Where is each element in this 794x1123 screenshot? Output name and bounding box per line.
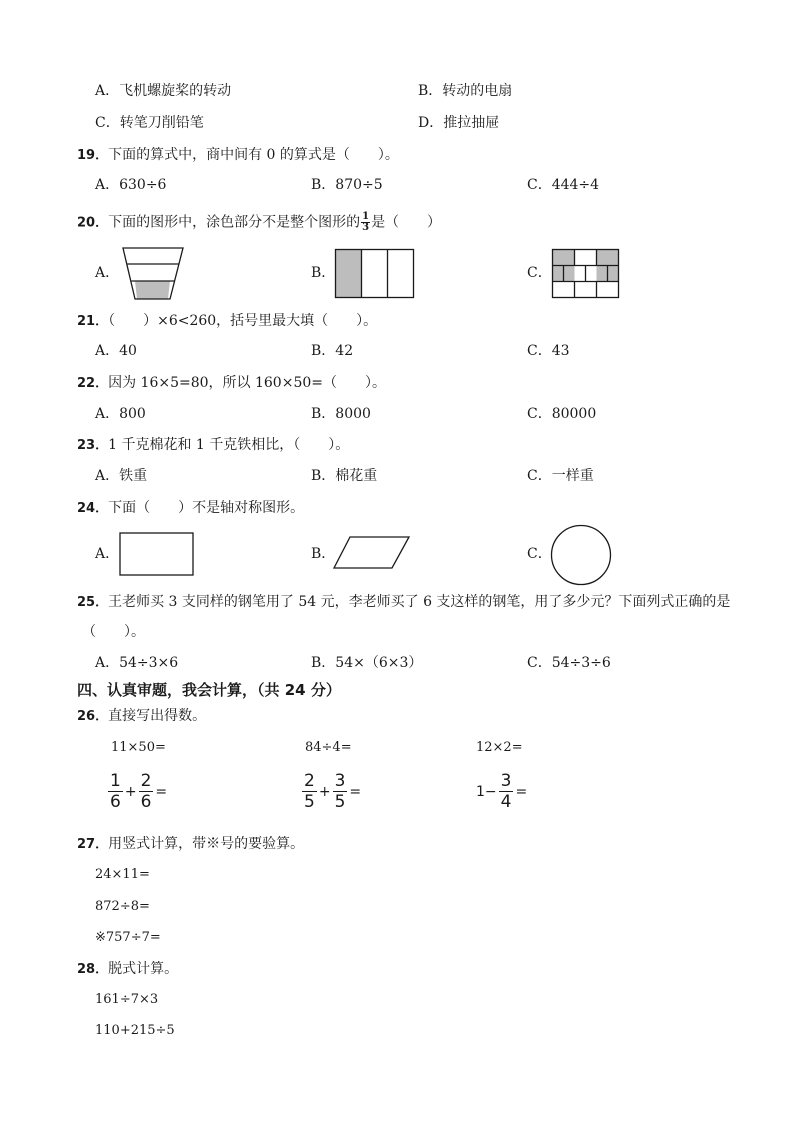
question-text: 下面（ ）不是轴对称图形。 bbox=[108, 500, 305, 516]
question-text: 脱式计算。 bbox=[108, 961, 179, 977]
fraction: $\frac{3}{4}$ bbox=[500, 771, 512, 812]
question-number: 21． bbox=[77, 314, 109, 329]
question-number: 24． bbox=[77, 501, 109, 516]
inline-fraction: $\frac{1}{3}$ bbox=[362, 211, 370, 233]
expression: 161÷7×3 bbox=[95, 992, 159, 1007]
fraction: $\frac{1}{6}$ bbox=[110, 771, 121, 812]
question-number: 26． bbox=[77, 709, 109, 724]
q18-option-a: A．飞机螺旋桨的转动 bbox=[95, 83, 232, 99]
q24-option-c-label: C． bbox=[527, 546, 552, 562]
trapezoid-figure bbox=[120, 246, 186, 302]
q22-option-b: B．8000 bbox=[311, 406, 371, 422]
q25-option-a: A．54÷3×6 bbox=[95, 655, 179, 671]
q22-option-c: C．80000 bbox=[527, 406, 597, 422]
question-24 bbox=[77, 499, 304, 518]
expression: 12×2= bbox=[476, 740, 523, 755]
question-number: 23． bbox=[77, 438, 109, 453]
question-25-blank: （ ）。 bbox=[82, 624, 145, 640]
q21-option-c: C．43 bbox=[527, 343, 570, 359]
question-26 bbox=[77, 707, 206, 726]
q19-option-c: C．444÷4 bbox=[527, 177, 600, 193]
expression: 872÷8= bbox=[95, 899, 150, 914]
fraction: $\frac{2}{6}$ bbox=[140, 771, 152, 812]
fraction-expression: 1− $\frac{3}{4}$ = bbox=[476, 771, 528, 812]
q22-option-a: A．800 bbox=[95, 406, 146, 422]
q20-option-c-label: C． bbox=[527, 265, 552, 281]
shaded-region bbox=[135, 281, 170, 299]
q21-option-b: B．42 bbox=[311, 343, 354, 359]
question-21 bbox=[77, 312, 377, 331]
q25-option-b: B．54×（6×3） bbox=[311, 655, 423, 671]
question-number: 25． bbox=[77, 595, 109, 610]
question-23 bbox=[77, 436, 349, 455]
q19-option-a: A．630÷6 bbox=[95, 177, 167, 193]
parallelogram-figure bbox=[332, 535, 412, 571]
fraction: $\frac{3}{5}$ bbox=[334, 771, 346, 812]
grid-figure bbox=[551, 248, 621, 300]
expression: 24×11= bbox=[95, 867, 150, 882]
question-19 bbox=[77, 146, 399, 165]
rectangle-figure bbox=[118, 531, 196, 579]
shaded-region bbox=[336, 250, 362, 298]
q20-option-b-label: B． bbox=[311, 265, 336, 281]
section-heading: 四、认真审题，我会计算，（共 24 分） bbox=[77, 681, 341, 699]
question-text: （ ）×6<260，括号里最大填（ ）。 bbox=[108, 313, 378, 329]
q20-option-a-label: A． bbox=[95, 265, 120, 281]
question-text: 因为 16×5=80，所以 160×50=（ ）。 bbox=[108, 375, 386, 391]
question-25 bbox=[77, 593, 730, 612]
question-27 bbox=[77, 835, 304, 854]
question-text: 下面的图形中，涂色部分不是整个图形的 bbox=[108, 214, 361, 231]
q23-option-a: A．铁重 bbox=[95, 468, 148, 484]
expression: ※757÷7= bbox=[95, 930, 161, 945]
fraction: $\frac{2}{5}$ bbox=[304, 771, 315, 812]
expression: 110+215÷5 bbox=[95, 1023, 175, 1038]
question-number: 27． bbox=[77, 837, 109, 852]
q18-option-c: C．转笔刀削铅笔 bbox=[95, 115, 204, 131]
question-text: 1 千克棉花和 1 千克铁相比，（ ）。 bbox=[108, 437, 350, 453]
question-text-end: 是（ ） bbox=[371, 214, 442, 231]
question-text: 下面的算式中，商中间有 0 的算式是（ ）。 bbox=[108, 147, 399, 163]
question-text: 直接写出得数。 bbox=[108, 708, 207, 724]
q24-option-a-label: A． bbox=[95, 546, 120, 562]
circle-figure bbox=[549, 523, 613, 587]
fraction-expression: $\frac{2}{5}$ + $\frac{3}{5}$ = bbox=[304, 771, 362, 812]
expression: 84÷4= bbox=[305, 740, 352, 755]
question-number: 22． bbox=[77, 376, 109, 391]
question-28 bbox=[77, 960, 178, 979]
fraction-expression: $\frac{1}{6}$ + $\frac{2}{6}$ = bbox=[110, 771, 168, 812]
q23-option-c: C．一样重 bbox=[527, 468, 594, 484]
expression: 11×50= bbox=[111, 740, 166, 755]
q18-option-d: D．推拉抽屉 bbox=[418, 115, 500, 131]
q25-option-c: C．54÷3÷6 bbox=[527, 655, 611, 671]
question-number: 28． bbox=[77, 962, 109, 977]
rectangle-thirds-figure bbox=[334, 248, 416, 300]
question-text: 用竖式计算，带※号的要验算。 bbox=[108, 836, 305, 852]
q21-option-a: A．40 bbox=[95, 343, 137, 359]
question-text: 王老师买 3 支同样的钢笔用了 54 元，李老师买了 6 支这样的钢笔，用了多少元？下面列式正确的是 bbox=[108, 594, 731, 610]
q23-option-b: B．棉花重 bbox=[311, 468, 378, 484]
q18-option-b: B．转动的电扇 bbox=[418, 83, 513, 99]
q19-option-b: B．870÷5 bbox=[311, 177, 383, 193]
question-20 bbox=[77, 212, 441, 233]
q24-option-b-label: B． bbox=[311, 546, 336, 562]
question-22 bbox=[77, 374, 386, 393]
question-number: 19． bbox=[77, 148, 109, 163]
question-number: 20． bbox=[77, 215, 109, 231]
